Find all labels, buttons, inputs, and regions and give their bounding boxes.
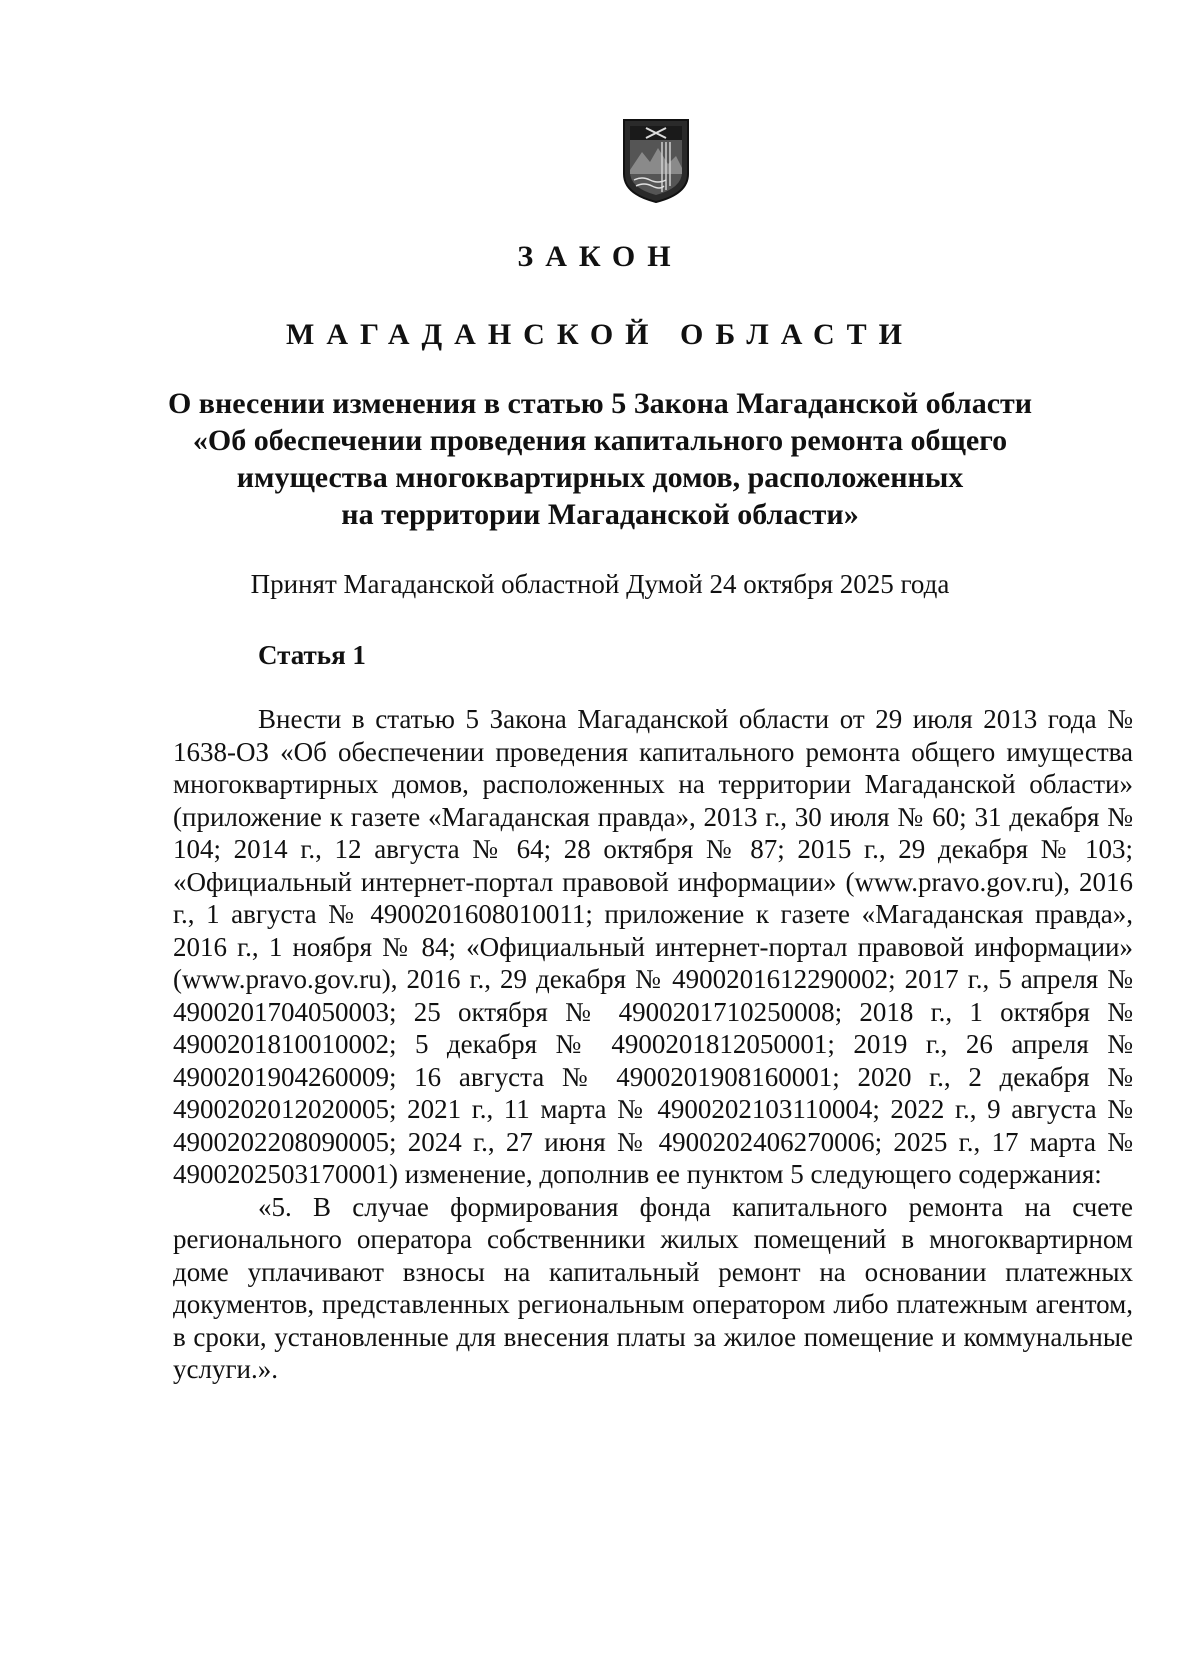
law-subject-line: О внесении изменения в статью 5 Закона Магаданской области [167,387,1033,420]
article-body [173,703,1133,1386]
article-paragraph: «5. В случае формирования фонда капитального ремонта на счете регионального оператора собственники жилых помещений в многоквартирном доме уплачивают взносы на капитальный ремонт на основании платежных документов, представленных региональным оператором либо платежным агентом, в сроки, установленные для внесения платы за жилое помещение и коммунальные услуги.». [173,1191,1133,1384]
document-title: ЗАКОН [517,240,683,273]
article-paragraph: Внести в статью 5 Закона Магаданской области от 29 июля 2013 года № 1638-ОЗ «Об обеспечении проведения капитального ремонта общего имущества многоквартирных домов, расположенных на территории Магаданской области» (приложение к газете «Магаданская правда», 2013 г., 30 июля № 60; 31 декабря № 104; 2014 г., 12 августа № 64; 28 октября № 87; 2015 г., 29 декабря № 103; «Официальный интернет-портал правовой информации» (www.pravo.gov.ru), 2016 г., 1 августа № 4900201608010011; приложение к газете «Магаданская правда», 2016 г., 1 ноября № 84; «Официальный интернет-портал правовой информации» (www.pravo.gov.ru), 2016 г., 29 декабря № 4900201612290002; 2017 г., 5 апреля № 4900201704050003; 25 октября № 4900201710250008; 2018 г., 1 октября № 4900201810010002; 5 декабря № 4900201812050001; 2019 г., 26 апреля № 4900201904260009; 16 августа № 4900201908160001; 2020 г., 2 декабря № 4900202012020005; 2021 г., 11 марта № 4900202103110004; 2022 г., 9 августа № 4900202208090005; 2024 г., 27 июня № 4900202406270006; 2025 г., 17 марта № 4900202503170001) изменение, дополнив ее пунктом 5 следующего содержания: [173,704,1133,1189]
document-region-title: МАГАДАНСКОЙ ОБЛАСТИ [286,318,914,351]
adoption-line: Принят Магаданской областной Думой 24 октября 2025 года [250,569,950,599]
law-subject-line: имущества многоквартирных домов, расположенных [236,461,964,494]
law-subject-line: на территории Магаданской области» [341,498,859,531]
law-subject [120,385,1080,533]
article-heading: Статья 1 [258,640,366,670]
coat-of-arms-icon [618,112,694,204]
law-subject-line: «Об обеспечении проведения капитального ремонта общего [192,424,1008,457]
